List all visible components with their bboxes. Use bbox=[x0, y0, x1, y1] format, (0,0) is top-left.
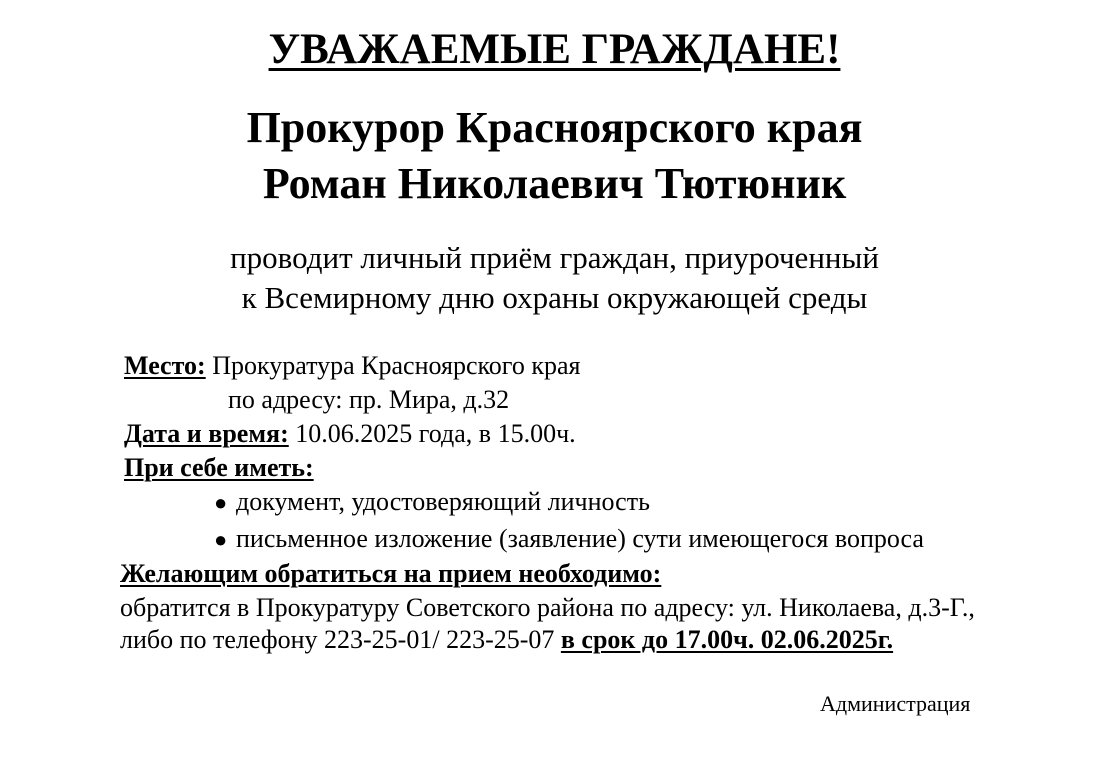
bring-item: ● письменное изложение (заявление) сути имеющегося вопроса bbox=[214, 523, 924, 556]
place-value: Прокуратура Красноярского края bbox=[212, 351, 581, 380]
datetime-label: Дата и время: bbox=[124, 419, 289, 448]
intro-line-2: к Всемирному дню охраны окружающей среды bbox=[241, 280, 868, 315]
bullet-icon: ● bbox=[214, 527, 228, 552]
official-block bbox=[0, 100, 1109, 212]
place-label: Место: bbox=[124, 351, 206, 380]
headline: УВАЖАЕМЫЕ ГРАЖДАНЕ! bbox=[268, 26, 841, 73]
phone-text: либо по телефону 223-25-01/ 223-25-07 bbox=[120, 625, 555, 654]
bring-item: ● документ, удостоверяющий личность bbox=[214, 486, 650, 519]
bullet-icon: ● bbox=[214, 490, 228, 515]
deadline-text: в срок до 17.00ч. 02.06.2025г. bbox=[560, 625, 894, 654]
registration-label: Желающим обратиться на прием необходимо: bbox=[120, 559, 662, 588]
datetime-value: 10.06.2025 года, в 15.00ч. bbox=[295, 419, 576, 448]
bring-label: При себе иметь: bbox=[124, 453, 314, 482]
registration-line-1: обратится в Прокуратуру Советского района по адресу: ул. Николаева, д.3-Г., bbox=[120, 593, 975, 622]
place-address: по адресу: пр. Мира, д.32 bbox=[228, 385, 510, 414]
official-title: Прокурор Красноярского края bbox=[246, 103, 863, 152]
signature: Администрация bbox=[820, 691, 971, 716]
datetime-line bbox=[124, 418, 576, 450]
registration-line-2 bbox=[120, 624, 893, 656]
place-line bbox=[124, 350, 580, 382]
intro-block bbox=[0, 238, 1109, 318]
intro-line-1: проводит личный приём граждан, приуроченный bbox=[230, 240, 879, 275]
official-name: Роман Николаевич Тютюник bbox=[262, 159, 847, 208]
